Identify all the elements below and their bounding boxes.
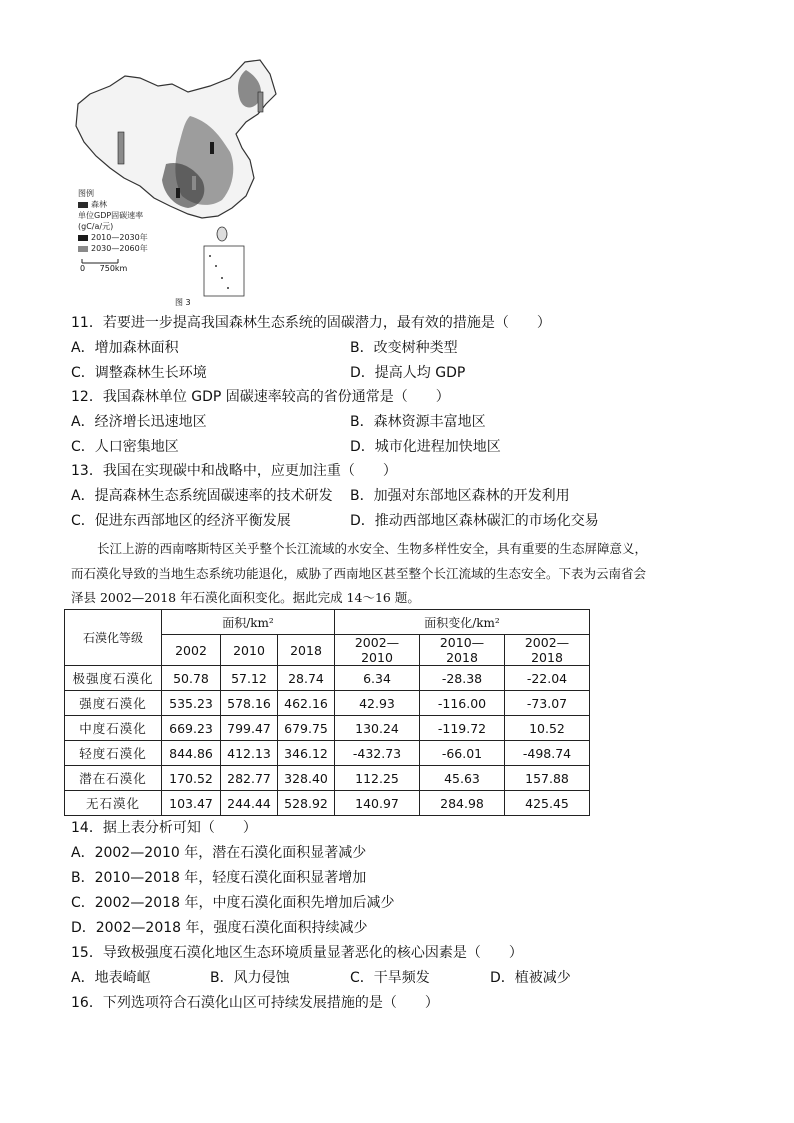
cell-area-2010: 57.12 <box>221 666 278 691</box>
q15-stem: 15．导致极强度石漠化地区生态环境质量显著恶化的核心因素是（ ） <box>71 945 523 961</box>
q11-option-d[interactable]: D．提高人均 GDP <box>350 365 466 381</box>
cell-area-2010: 412.13 <box>221 741 278 766</box>
cell-change-1: 42.93 <box>335 691 420 716</box>
cell-area-2002: 170.52 <box>162 766 221 791</box>
q15-option-d[interactable]: D．植被减少 <box>490 970 571 986</box>
q11-option-a[interactable]: A．增加森林面积 <box>71 340 179 356</box>
header-period-1: 2002—2010 <box>335 635 420 666</box>
header-level: 石漠化等级 <box>65 610 162 666</box>
cell-change-3: -73.07 <box>505 691 590 716</box>
cell-area-2018: 528.92 <box>278 791 335 816</box>
row-level: 极强度石漠化 <box>65 666 162 691</box>
table-header-row-1 <box>65 610 590 635</box>
cell-area-2010: 799.47 <box>221 716 278 741</box>
cell-area-2018: 679.75 <box>278 716 335 741</box>
cell-change-1: 140.97 <box>335 791 420 816</box>
cell-area-2010: 244.44 <box>221 791 278 816</box>
cell-area-2010: 282.77 <box>221 766 278 791</box>
table-row <box>65 691 590 716</box>
map-legend <box>78 188 148 254</box>
q14-option-b[interactable]: B．2010—2018 年，轻度石漠化面积显著增加 <box>71 870 367 886</box>
legend-rate-title: 单位GDP固碳速率 <box>78 211 144 220</box>
legend-forest-row <box>78 199 148 210</box>
legend-period1-label: 2010—2030年 <box>91 233 148 242</box>
scale-length: 750km <box>99 264 128 273</box>
cell-change-2: -119.72 <box>420 716 505 741</box>
row-level: 中度石漠化 <box>65 716 162 741</box>
cell-change-2: -28.38 <box>420 666 505 691</box>
cell-area-2018: 328.40 <box>278 766 335 791</box>
row-level: 潜在石漠化 <box>65 766 162 791</box>
cell-change-3: 10.52 <box>505 716 590 741</box>
row-level: 轻度石漠化 <box>65 741 162 766</box>
q13-option-d[interactable]: D．推动西部地区森林碳汇的市场化交易 <box>350 513 599 529</box>
table-row <box>65 716 590 741</box>
cell-change-2: 284.98 <box>420 791 505 816</box>
q15-option-c[interactable]: C．干旱频发 <box>350 970 430 986</box>
forest-swatch <box>78 202 88 208</box>
legend-period2-label: 2030—2060年 <box>91 244 148 253</box>
cell-change-3: -22.04 <box>505 666 590 691</box>
scale-zero: 0 <box>80 264 86 273</box>
legend-period1-row <box>78 232 148 243</box>
q15-option-b[interactable]: B．风力侵蚀 <box>210 970 290 986</box>
cell-change-1: -432.73 <box>335 741 420 766</box>
cell-area-2018: 28.74 <box>278 666 335 691</box>
q16-stem: 16．下列选项符合石漠化山区可持续发展措施的是（ ） <box>71 995 439 1011</box>
header-year-2018: 2018 <box>278 635 335 666</box>
q14-option-d[interactable]: D．2002—2018 年，强度石漠化面积持续减少 <box>71 920 368 936</box>
q11-stem: 11．若要进一步提高我国森林生态系统的固碳潜力，最有效的措施是（ ） <box>71 315 551 331</box>
period2-swatch <box>78 246 88 252</box>
cell-change-2: 45.63 <box>420 766 505 791</box>
period1-swatch <box>78 235 88 241</box>
q13-option-b[interactable]: B．加强对东部地区森林的开发利用 <box>350 488 570 504</box>
header-area: 面积/km² <box>162 610 335 635</box>
legend-rate-unit: (gC/a/元) <box>78 222 114 231</box>
q11-option-c[interactable]: C．调整森林生长环境 <box>71 365 207 381</box>
cell-area-2018: 462.16 <box>278 691 335 716</box>
map-scale <box>80 264 127 273</box>
cell-change-3: 425.45 <box>505 791 590 816</box>
cell-change-1: 112.25 <box>335 766 420 791</box>
q14-option-c[interactable]: C．2002—2018 年，中度石漠化面积先增加后减少 <box>71 895 395 911</box>
cell-area-2002: 50.78 <box>162 666 221 691</box>
legend-title: 图例 <box>78 189 94 198</box>
cell-change-1: 130.24 <box>335 716 420 741</box>
header-change: 面积变化/km² <box>335 610 590 635</box>
row-level: 强度石漠化 <box>65 691 162 716</box>
cell-area-2010: 578.16 <box>221 691 278 716</box>
header-year-2010: 2010 <box>221 635 278 666</box>
q13-option-c[interactable]: C．促进东西部地区的经济平衡发展 <box>71 513 291 529</box>
table-row <box>65 791 590 816</box>
legend-period2-row <box>78 243 148 254</box>
cell-change-2: -116.00 <box>420 691 505 716</box>
figure-caption: 图 3 <box>175 298 191 307</box>
table-row <box>65 766 590 791</box>
table-row <box>65 741 590 766</box>
row-level: 无石漠化 <box>65 791 162 816</box>
cell-change-3: 157.88 <box>505 766 590 791</box>
china-forest-carbon-map <box>70 56 285 311</box>
cell-area-2002: 535.23 <box>162 691 221 716</box>
q12-option-a[interactable]: A．经济增长迅速地区 <box>71 414 207 430</box>
header-year-2002: 2002 <box>162 635 221 666</box>
header-period-3: 2002—2018 <box>505 635 590 666</box>
legend-forest-label: 森林 <box>91 200 107 209</box>
q12-option-d[interactable]: D．城市化进程加快地区 <box>350 439 501 455</box>
q11-option-b[interactable]: B．改变树种类型 <box>350 340 458 356</box>
q12-option-c[interactable]: C．人口密集地区 <box>71 439 179 455</box>
passage-line-2: 而石漠化导致的当地生态系统功能退化，威胁了西南地区甚至整个长江流域的生态安全。下表为云南省会 <box>71 566 647 581</box>
q14-option-a[interactable]: A．2002—2010 年，潜在石漠化面积显著减少 <box>71 845 367 861</box>
cell-change-3: -498.74 <box>505 741 590 766</box>
header-period-2: 2010—2018 <box>420 635 505 666</box>
table-row <box>65 666 590 691</box>
q13-stem: 13．我国在实现碳中和战略中，应更加注重（ ） <box>71 463 397 479</box>
cell-area-2002: 669.23 <box>162 716 221 741</box>
cell-area-2002: 103.47 <box>162 791 221 816</box>
q14-stem: 14．据上表分析可知（ ） <box>71 820 257 836</box>
cell-change-1: 6.34 <box>335 666 420 691</box>
passage-line-3: 泽县 2002—2018 年石漠化面积变化。据此完成 14～16 题。 <box>71 590 420 605</box>
passage-line-1: 长江上游的西南喀斯特区关乎整个长江流域的水安全、生物多样性安全，具有重要的生态屏障意义， <box>97 541 648 556</box>
rocky-desertification-table <box>64 609 590 816</box>
q15-option-a[interactable]: A．地表崎岖 <box>71 970 151 986</box>
q12-stem: 12．我国森林单位 GDP 固碳速率较高的省份通常是（ ） <box>71 389 450 405</box>
cell-area-2018: 346.12 <box>278 741 335 766</box>
cell-area-2002: 844.86 <box>162 741 221 766</box>
q12-option-b[interactable]: B．森林资源丰富地区 <box>350 414 486 430</box>
q13-option-a[interactable]: A．提高森林生态系统固碳速率的技术研发 <box>71 488 333 504</box>
cell-change-2: -66.01 <box>420 741 505 766</box>
